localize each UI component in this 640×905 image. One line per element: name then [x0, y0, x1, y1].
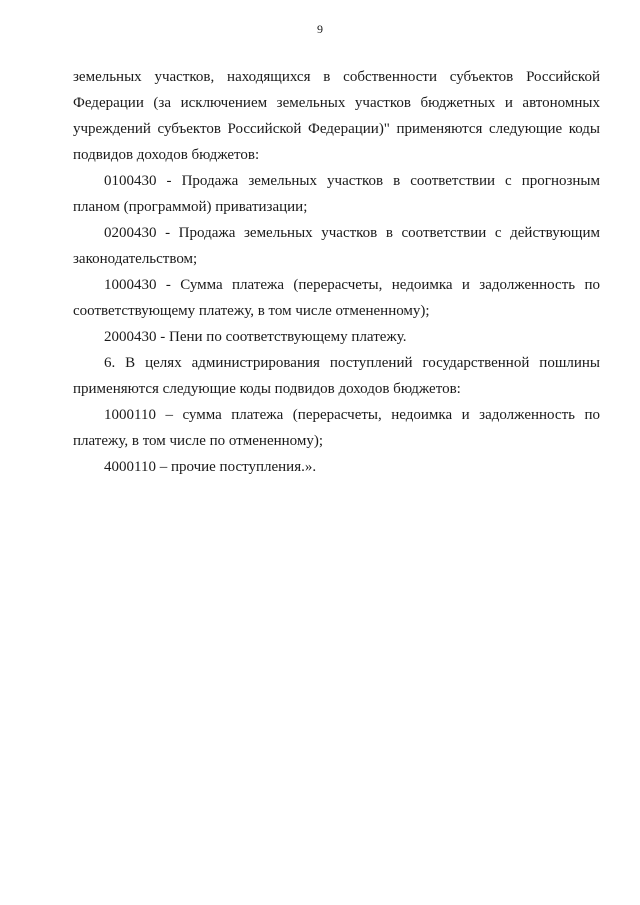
paragraph-continuation: земельных участков, находящихся в собственности субъектов Российской Федерации (за исключением земельных участков бюджетных и автономных учреждений субъектов Российской Федерации)" применяются следующие коды подвидов доходов бюджетов: — [73, 69, 600, 163]
paragraph-code-2000430: 2000430 - Пени по соответствующему платежу. — [104, 329, 407, 345]
paragraph-code-1000110: 1000110 – сумма платежа (перерасчеты, недоимка и задолженность по платежу, в том числе по отмененному); — [73, 407, 600, 449]
paragraph-code-4000110: 4000110 – прочие поступления.». — [104, 459, 317, 475]
page-number: 9 — [317, 22, 323, 36]
paragraph-code-1000430: 1000430 - Сумма платежа (перерасчеты, недоимка и задолженность по соответствующему платежу, в том числе отмененному); — [73, 277, 600, 319]
paragraph-item-6: 6. В целях администрирования поступлений государственной пошлины применяются следующие коды подвидов доходов бюджетов: — [73, 355, 600, 397]
paragraph-code-0100430: 0100430 - Продажа земельных участков в соответствии с прогнозным планом (программой) приватизации; — [73, 173, 600, 215]
document-body — [73, 64, 600, 480]
paragraph-code-0200430: 0200430 - Продажа земельных участков в соответствии с действующим законодательством; — [73, 225, 600, 267]
